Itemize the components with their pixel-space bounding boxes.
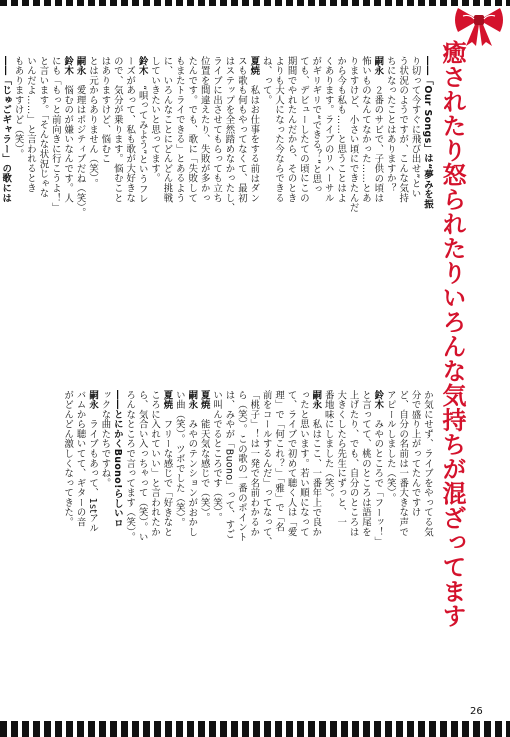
text-line: くあります。ライブのリハーサル <box>322 56 334 203</box>
text-line: いんだよ……」と言われるとき <box>25 56 36 194</box>
text-line: ――「じゅごギャラー」の歌には <box>0 56 12 203</box>
text-line: 前をコールするんだ」ってなって、 <box>260 390 272 547</box>
text-line: がギリギリで“できる？”と思っ <box>310 56 322 194</box>
text-line: か気にせず、ライブをやってる気 <box>422 390 433 537</box>
text-line: は、みやが「Buono」って、すご <box>223 390 235 540</box>
article-heading: 癒されたり怒られたりいろんな気持ちが混ざってます <box>438 40 466 628</box>
text-line: 鈴木 悩むのが嫌いなんです。人 <box>62 56 74 203</box>
speaker-label: 嗣永 <box>186 390 198 410</box>
text-line: と言います。「そんな状況じゃな <box>37 56 49 199</box>
text-line: ので、気分が乗ります。悩むこと <box>111 56 123 203</box>
text-line: 番地味にしました（笑）。 <box>322 390 334 503</box>
speaker-label: 嗣永 <box>74 56 86 76</box>
text-line: たんです。でも、歌に「失敗して <box>186 56 198 203</box>
text-line: バムから聴いてて、ギターの音 <box>74 390 86 528</box>
text-line: 嗣永 ライブもあって、1stアル <box>87 390 99 534</box>
text-line: もありますけど（笑）。 <box>12 56 24 159</box>
text-line: にも「もっと前向きに行こうよ！」 <box>49 56 61 213</box>
text-line: していきたいと思ってます。 <box>149 56 161 184</box>
text-line: ろんなところで言ってます（笑）。 <box>124 390 136 542</box>
text-line: ら（笑）。この歌の一番のポイント <box>235 390 247 542</box>
text-line: から今も私も……と思うことはよ <box>335 56 347 203</box>
text-line: り切って今すぐに飛び出せ”とい <box>409 56 421 199</box>
text-line: 夏焼 フリーな感じで「好きなと <box>161 390 173 537</box>
speaker-label: 鈴木 <box>372 390 384 410</box>
text-line: 嗣永 ２番のサビで、子供の頃は <box>372 56 384 203</box>
text-line: よりも大人になった今ならできる <box>273 56 285 203</box>
text-line: ライブに出させてもらっても立ち <box>211 56 223 203</box>
speaker-label: 夏焼 <box>161 390 173 410</box>
text-line: 大きくしたら先生にずっと、一 <box>335 390 347 528</box>
text-line: ちになったことはありますか？ <box>384 56 396 194</box>
text-line: う状況のようですが、こんな気持 <box>397 56 409 203</box>
speaker-label: 夏焼 <box>198 390 210 410</box>
text-line: ても、デビューしたての頃にこの <box>297 56 309 203</box>
text-line: 上げたり、でも、自分のところは <box>347 390 359 537</box>
speaker-label: 鈴木 <box>62 56 74 76</box>
text-line: 夏焼 私はお仕事をする前はダン <box>248 56 260 203</box>
text-line: て、ライブで初めて聴く人は「愛 <box>285 390 297 537</box>
text-line: ックな曲たちですね。 <box>99 390 111 488</box>
text-line: に、いろんなことにどんどん挑戦 <box>161 56 173 203</box>
text-line: ーズがあって、私も歌が大好きな <box>124 56 136 203</box>
text-line: 「桃子」！は一発で名前わかるか <box>248 390 260 537</box>
text-line: 期間でやれたんだから、そのとき <box>285 56 297 203</box>
text-line: 位置を間違えたり、失敗が多かっ <box>198 56 210 203</box>
text-line: ら、気合い入っちゃって（笑）。い <box>136 390 148 542</box>
text-line: 嗣永 みやのテンションがおかし <box>186 390 198 537</box>
text-line: ころに入れていい」と言われたか <box>149 390 161 537</box>
text-line: 鈴木 みやのところで「フーッ！」 <box>372 390 384 547</box>
text-line: い叫んでるところです（笑）。 <box>211 390 223 523</box>
text-line: スも歌も何もやってなくて、最初 <box>235 56 247 203</box>
text-line: ったと思います。若い順になって <box>297 390 309 537</box>
text-line: 夏焼 能天気な感じで（笑）。 <box>198 390 210 523</box>
text-line: ど、自分の名前は一番大きな声で <box>397 390 409 537</box>
text-line: もまたトライできる」とあるよう <box>173 56 185 203</box>
text-line: 理」で「何これ？」「雅」で「名 <box>273 390 285 533</box>
bottom-border-pattern <box>0 721 510 737</box>
speaker-label: 嗣永 <box>372 56 384 76</box>
text-line: 鈴木 “唄ってみよう”というフレ <box>136 56 148 204</box>
text-line: アピールしました（笑）。 <box>384 390 396 503</box>
text-line: ね、って。 <box>260 56 272 105</box>
body-column-2 <box>48 390 433 710</box>
text-line: と言ってて、桃のところは語尾を <box>359 390 371 537</box>
column-text <box>0 56 433 371</box>
text-line: ――「Our Songs」は“夢みを振 <box>422 56 433 209</box>
text-line: はありますけど、悩むこ <box>99 56 111 164</box>
text-line: 嗣永 私はここ、一番年上で良か <box>310 390 322 537</box>
text-line: 怖いものなんてなかった……とあ <box>359 56 371 203</box>
text-line: はステップを全然踏めなかったし、 <box>223 56 235 213</box>
column-text <box>61 390 433 710</box>
speaker-label: 夏焼 <box>248 56 260 76</box>
text-line: ――とにかくBuono!らしいロ <box>111 390 123 528</box>
text-line: とは元からありません（笑）。 <box>87 56 99 189</box>
top-border-pattern <box>0 0 510 6</box>
speaker-label: 嗣永 <box>87 390 99 410</box>
text-line: 嗣永 愛理はポジティブだね（笑）。 <box>74 56 86 218</box>
body-column-1 <box>0 56 433 371</box>
text-line: りますけど、小さい頃にできたんだ <box>347 56 359 213</box>
text-line: い曲（笑）。ツボでした（笑）。 <box>173 390 185 528</box>
text-line: 分で盛り上がってたんですけ <box>409 390 421 518</box>
page-number: 26 <box>470 706 483 717</box>
speaker-label: 鈴木 <box>136 56 148 76</box>
text-line: がどんどん激しくなってきた。 <box>62 390 74 528</box>
speaker-label: 嗣永 <box>310 390 322 410</box>
